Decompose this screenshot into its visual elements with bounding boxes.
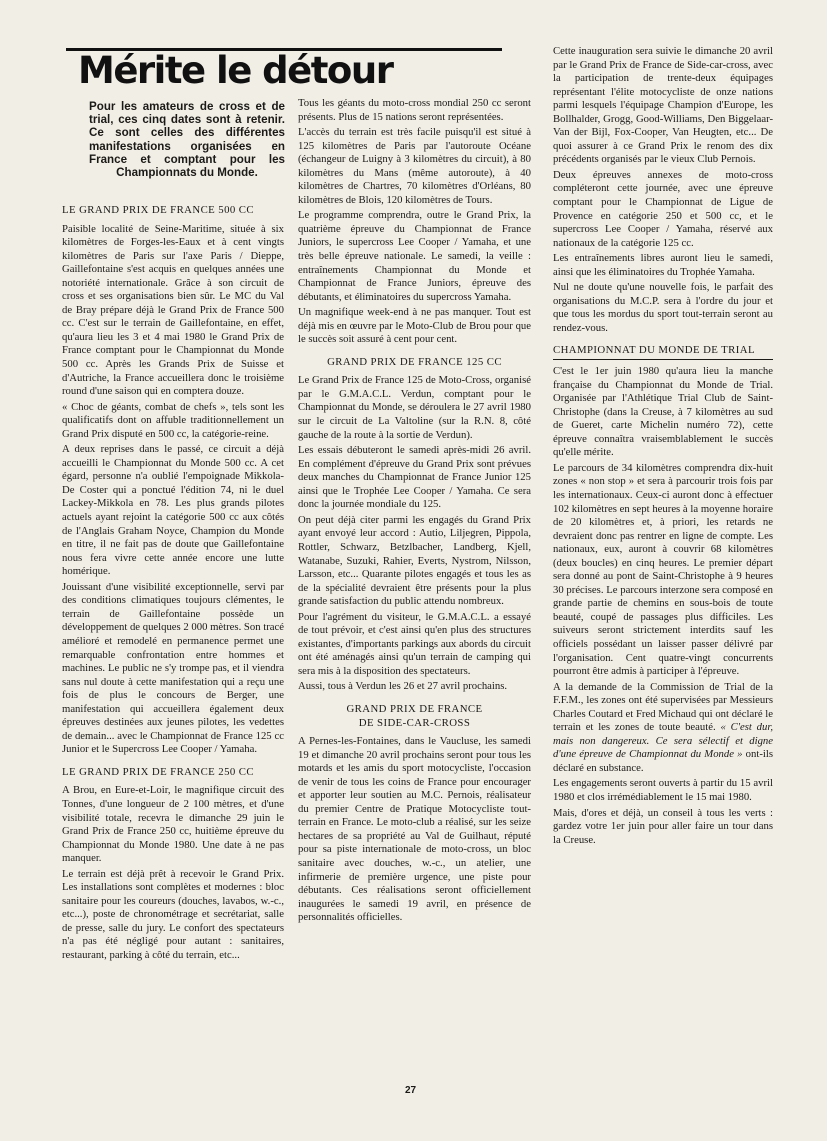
section-heading-trial: CHAMPIONNAT DU MONDE DE TRIAL [553,344,773,360]
paragraph: On peut déjà citer parmi les engagés du Grand Prix ayant envoyé leur accord : Autio, Liljegren, Pippola, Rottler, Schwarz, Betzlbacher, Landberg, Kjell, Watanabe, Suzuki, Rahier, Everts, Nystrom, Nilsson, Larsson, etc... Quarante pilotes engagés et tous les as de la spécialité devraient être présents pour la plus grande satisfaction du public attendu nombreux. [298,513,531,608]
paragraph: A deux reprises dans le passé, ce circuit a déjà accueilli le Championnat du Monde 500 cc. A cet égard, personne n'a oublié l'empoignade Mikkola-De Coster qui a ponctué l'édition 74, ni le duel Lackey-Mikkola en 78. Les plus grands pilotes actuels ayant rejoint la catégorie 500 cc aux côtés de l'Anglais Graham Noyce, Champion du Monde en titre, il ne fait pas de doute que Gaillefontaine nous fera vivre cette année encore une lutte homérique. [62,443,284,578]
page-title: Mérite le détour [78,49,393,92]
column-2 [298,97,531,927]
paragraph: Le parcours de 34 kilomètres comprendra dix-huit zones « non stop » et sera à parcourir trois fois par les internationaux. Ceux-ci auront donc à effectuer 102 kilomètres en sept heures à la moyenne horaire de 20 kilomètres et, à priori, les retards ne devraient donc pas rentrer en ligne de compte. Les nationaux, eux, auront à couvrir 68 kilomètres (deux boucles) en cinq heures. Le premier départ sera donné au pont de Saint-Christophe à 9 heures 30 précises. Le parcours interzone sera composé en grande partie de chemins en sous-bois de toute beauté, coupé de passages plus difficiles. Les suiveurs seront strictement interdits sauf les officiels possédant un laisser passer délivré par l'organisation. Cent quatre-vingt concurrents pourront être admis à participer à l'épreuve. [553,461,773,678]
paragraph: Paisible localité de Seine-Maritime, située à six kilomètres de Forges-les-Eaux et à cent vingts kilomètres de Paris sur l'axe Paris / Dieppe, Gaillefontaine s'est acquis en quelques années une notoriété internationale. Grâce à son circuit de cross et ses organisations bien sûr. Le MC du Val de Bray prépare déjà le Grand Prix de France 500 cc. C'est sur le terrain de Gaillefontaine, en effet, qu'aura lieu les 3 et 4 mai 1980 le Grand Prix de France comptant pour le Championnat du Monde 500 cc. Après les Grands Prix de Suisse et d'Autriche, la France accueillera donc le troisième round d'une saison qui en comptera douze. [62,222,284,398]
column-1 [62,196,284,965]
heading-line: GRAND PRIX DE FRANCE [346,702,483,715]
paragraph: Le terrain est déjà prêt à recevoir le Grand Prix. Les installations sont complètes et modernes : bloc sanitaire pour les coureurs (douches, lavabos, w.-c., etc...), poste de chronométrage et secrétariat, salle de presse, salle du jury. Le confort des spectateurs n'a pas été négligé pour autant : sanitaires, restaurant, parking à côté du terrain, etc... [62,867,284,961]
paragraph: Aussi, tous à Verdun les 26 et 27 avril prochains. [298,680,508,693]
paragraph: Pour l'agrément du visiteur, le G.M.A.C.L. a essayé de tout prévoir, et c'est ainsi qu'en plus des structures existantes, d'importants parkings aux abords du circuit ont été aménagés ainsi qu'un terrain de camping qui sera mis à la disposition des spectateurs. [298,610,531,677]
section-heading-gp125: GRAND PRIX DE FRANCE 125 CC [327,355,502,368]
paragraph: Le Grand Prix de France 125 de Moto-Cross, organisé par le G.M.A.C.L. Verdun, comptant pour le Championnat du Monde, se déroulera le 27 avril 1980 sur le circuit de La Valtoline (sur la R.N. 8, côté gauche de la route à la sortie de Verdun). [298,374,531,441]
paragraph: Les essais débuteront le samedi après-midi 26 avril. En complément d'épreuve du Grand Prix sont prévues deux manches du Championnat de France Junior 125 ainsi que le Trophée Lee Cooper / Yamaha. Ce sera donc la journée mondiale du 125. [298,444,531,511]
section-heading-gp250: LE GRAND PRIX DE FRANCE 250 CC [62,765,254,778]
paragraph: Un magnifique week-end à ne pas manquer. Tout est déjà mis en œuvre par le Moto-Club de Brou pour que le succès soit assuré à cent pour cent. [298,306,531,346]
paragraph: Cette inauguration sera suivie le dimanche 20 avril par le Grand Prix de France de Side-car-cross, avec la participation de trente-deux équipages représentant l'élite motocycliste de onze nations parmi lesquels l'équipage Champion d'Europe, les Bollhalder, Grogg, Good-Williams, Den Biggelaar-Van der Bijl, Fox-Cooper, Van Heugten, etc... De quoi assurer à ce Grand Prix le renom des dix précédents organisés par le vieux Club Pernois. [553,45,773,166]
paragraph: Mais, d'ores et déjà, un conseil à tous les verts : gardez votre 1er juin pour aller faire un tour dans la Creuse. [553,806,773,846]
paragraph: Jouissant d'une visibilité exceptionnelle, servi par des conditions climatiques toujours clémentes, le terrain de Gaillefontaine possède un développement de quelques 2 000 mètres. Son tracé amélioré et remodelé en permanence permet une remarquable confrontation entre hommes et machines. Le public ne s'y trompe pas, et il viendra sans nul doute à cette manifestation qui a reçu une fois de plus le concours de Berger, une manifestation qui accueillera également deux épreuves destinées aux jeunes pilotes, les vedettes de demain... avec le Championnat de France 125 cc Junior et le Supercross Lee Cooper / Yamaha. [62,580,284,756]
section-heading-gp500: LE GRAND PRIX DE FRANCE 500 CC [62,204,254,216]
paragraph: L'accès du terrain est très facile puisqu'il est situé à 125 kilomètres de Paris par l'autoroute Océane (échangeur de Luigny à 3 kilomètres du circuit), à 80 kilomètres du Mans (même autoroute), à 40 kilomètres de Chartres, 70 kilomètres d'Orléans, 80 kilomètres de Blois, 120 kilomètres de Tours. [298,126,531,206]
quote: « C'est dur, mais non dangereux. Ce sera sélectif et digne d'une épreuve de Championnat du Monde » [553,721,774,761]
column-3 [553,45,773,849]
paragraph: A Pernes-les-Fontaines, dans le Vaucluse, les samedi 19 et dimanche 20 avril prochains seront pour tous les motards et les amis du sport motocycliste, l'occasion de venir de tous les coins de France pour encourager et apporter leur soutien au M.C. Pernois, réalisateur du premier Centre de Pratique Motocycliste tout-terrain en France. Le moto-club a réalisé, sur les seize hectares de sa propriété au Val de Guilhaut, réputé pour sa piste internationale de moto-cross, un bloc sanitaire avec douches, w.-c., un atelier, une infirmerie de première urgence, une piste pour débutants. Ces réalisations seront officiellement inaugurées le samedi 19 avril, en présence de personnalités officielles. [298,735,531,924]
intro-lead: Pour les amateurs de cross et de trial, ces cinq dates sont à retenir. Ce sont celles des différentes manifestations organisées en France et comptant pour les Championnats du Monde. [89,100,285,180]
heading-line: DE SIDE-CAR-CROSS [358,716,471,729]
text-run: ont-ils déclaré en substance. [553,748,773,774]
page-number: 27 [405,1085,417,1096]
section-heading-sidecar [298,703,531,730]
paragraph [553,681,773,776]
paragraph: Tous les géants du moto-cross mondial 250 cc seront présents. Plus de 15 nations seront représentées. [298,97,531,123]
paragraph: A Brou, en Eure-et-Loir, le magnifique circuit des Tonnes, d'une longueur de 2 100 mètres, et d'une visibilité totale, recevra le dimanche 29 juin le Grand Prix de France 250 cc, huitième épreuve du Championnat du Monde 1980. Une date à ne pas manquer. [62,784,284,865]
title-banner [66,48,502,93]
text-run: A la demande de la Commission de Trial de la F.F.M., les zones ont été supervisées par Messieurs Charles Coutard et Fred Michaud qui ont déclaré le terrain et les zones de toute beauté. [553,680,773,734]
paragraph: Deux épreuves annexes de moto-cross compléteront cette journée, avec une épreuve comptant pour le Championnat de Ligue de Provence en catégorie 250 et 500 cc, et le supercross Lee Cooper / Yamaha, réservé aux nationaux de la catégorie 125 cc. [553,168,773,249]
paragraph: « Choc de géants, combat de chefs », tels sont les qualificatifs dont on affuble traditionnellement un Grand Prix disputé en 500 cc, la catégorie-reine. [62,400,284,440]
paragraph: Les entraînements libres auront lieu le samedi, ainsi que les éliminatoires du Trophée Yamaha. [553,252,773,278]
paragraph: Le programme comprendra, outre le Grand Prix, la quatrième épreuve du Championnat de France Juniors, le supercross Lee Cooper / Yamaha, et une très belle épreuve nationale. Le samedi, la veille : entraînements Championnat du Monde et Championnat de France Juniors, épreuve des débutants, et éliminatoires du supercross Yamaha. [298,209,531,303]
paragraph: Nul ne doute qu'une nouvelle fois, le parfait des organisations du M.C.P. sera à l'ordre du jour et que tous les mordus du sport tout-terrain seront au rendez-vous. [553,281,773,334]
paragraph: Les engagements seront ouverts à partir du 15 avril 1980 et clos irrémédiablement le 15 mai 1980. [553,777,773,803]
paragraph: C'est le 1er juin 1980 qu'aura lieu la manche française du Championnat du Monde de Trial. Organisée par l'Athlétique Trial Club de Saint-Christophe (dans la Creuse, à 7 kilomètres au sud de Gueret, carte Michelin numéro 72), cette épreuve connaîtra vraisemblablement le succès qu'elle mérite. [553,365,773,459]
